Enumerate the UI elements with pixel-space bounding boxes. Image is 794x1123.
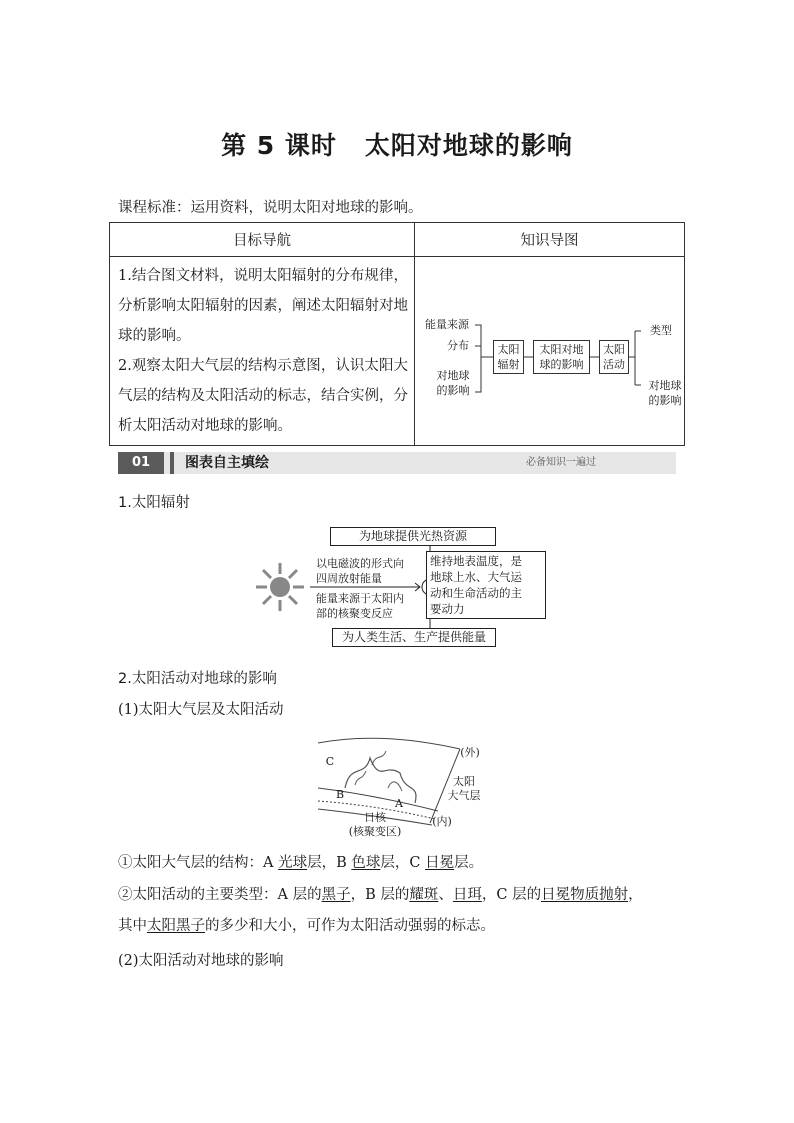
lesson-number: 第 5 课时: [221, 131, 337, 160]
answer-sunspot-indicator: 太阳黑子: [147, 918, 205, 934]
atmosphere-label: 太阳 大气层: [447, 775, 481, 802]
sun-icon: [256, 563, 304, 611]
page-title: [0, 126, 794, 162]
map-item-types: 类型: [650, 324, 672, 337]
core-label: 日核 (核聚变区): [348, 811, 402, 838]
section-title: 图表自主填绘: [185, 455, 269, 471]
section-subtitle: 必备知识一遍过: [526, 457, 596, 468]
heading-solar-activity: 2.太阳活动对地球的影响: [118, 671, 277, 687]
map-item-effect-1: 对地球: [436, 369, 470, 382]
radiation-bottom-box: 为人类生活、生产提供能量: [332, 628, 496, 647]
answer-sunspot: 黑子: [321, 887, 351, 903]
outer-label: (外): [460, 746, 480, 759]
answer-chromosphere: 色球: [351, 855, 381, 871]
lesson-title: 太阳对地球的影响: [364, 131, 573, 160]
layer-b-label: B: [335, 788, 345, 801]
goal-2: 2.观察太阳大气层的结构示意图，认识太阳大气层的结构及太阳活动的标志，结合实例，分析太阳活动对地球的影响。: [118, 358, 408, 434]
heading-atmosphere: (1)太阳大气层及太阳活动: [118, 702, 284, 718]
radiation-top-box: 为地球提供光热资源: [330, 527, 496, 546]
section-number: 01: [118, 452, 164, 474]
map-item-effect-4: 的影响: [648, 394, 682, 407]
structure-line: ①太阳大气层的结构：A 光球层，B 色球层，C 日冕层。: [118, 855, 484, 871]
banner-divider: [170, 452, 174, 474]
answer-flare: 耀斑: [409, 887, 439, 903]
answer-photosphere: 光球: [278, 855, 308, 871]
layer-a-label: A: [395, 797, 403, 810]
map-box-activity: 太阳 活动: [599, 340, 629, 374]
map-item-distribution: 分布: [447, 339, 469, 352]
map-item-energy-source: 能量来源: [425, 318, 469, 331]
answer-prominence: 日珥: [452, 887, 482, 903]
inner-label: (内): [432, 815, 452, 828]
knowledge-map: [415, 257, 685, 446]
map-box-radiation: 太阳 辐射: [493, 340, 524, 374]
section-banner: [118, 452, 676, 474]
map-item-effect-2: 的影响: [436, 384, 470, 397]
radiation-text-fusion: 能量来源于太阳内 部的核聚变反应: [316, 592, 404, 620]
activity-types-line: ②太阳活动的主要类型：A 层的黑子，B 层的耀斑、日珥，C 层的日冕物质抛射，: [118, 887, 643, 903]
heading-activity-effect: (2)太阳活动对地球的影响: [118, 953, 284, 969]
layer-c-label: C: [325, 755, 335, 768]
goal-header: 目标导航: [110, 223, 415, 257]
goal-cell: [110, 257, 415, 446]
map-box-sun-effect: 太阳对地 球的影响: [533, 340, 590, 374]
indicator-line: 其中太阳黑子的多少和大小，可作为太阳活动强弱的标志。: [118, 918, 495, 934]
heading-solar-radiation: 1.太阳辐射: [118, 495, 190, 511]
overview-table: [109, 222, 685, 446]
goal-1: 1.结合图文材料，说明太阳辐射的分布规律，分析影响太阳辐射的因素，阐述太阳辐射对地球的影响。: [118, 268, 408, 344]
radiation-text-em: 以电磁波的形式向 四周放射能量: [316, 557, 404, 585]
map-item-effect-3: 对地球: [648, 379, 682, 392]
curriculum-standard: 课程标准：运用资料，说明太阳对地球的影响。: [118, 200, 423, 216]
answer-cme: 日冕物质抛射: [541, 887, 629, 903]
answer-corona: 日冕: [425, 855, 455, 871]
radiation-right-box: 维持地表温度，是 地球上水、大气运 动和生命活动的主 要动力: [426, 551, 546, 619]
map-header: 知识导图: [415, 223, 685, 257]
